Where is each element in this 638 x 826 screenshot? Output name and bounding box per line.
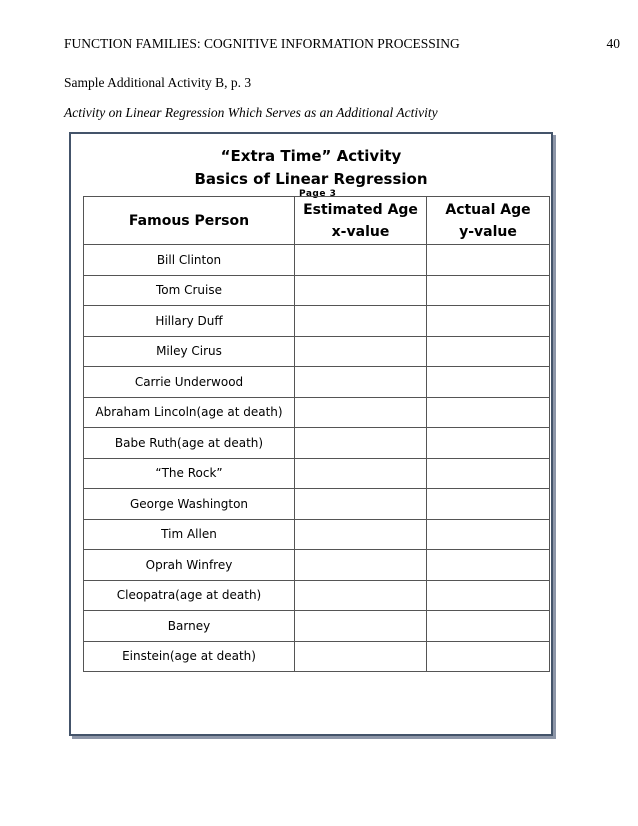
- person-name-cell: Carrie Underwood: [84, 367, 295, 398]
- column-header-actual-sub: y-value: [459, 223, 517, 240]
- column-header-person-label: Famous Person: [128, 212, 250, 229]
- column-header-estimated: [295, 197, 427, 245]
- table-row: [84, 428, 550, 459]
- table-row: [84, 336, 550, 367]
- column-header-estimated-sub: x-value: [331, 223, 390, 240]
- activity-page-label: Page 3: [299, 189, 337, 199]
- estimated-age-cell[interactable]: [295, 611, 427, 642]
- table-row: [84, 367, 550, 398]
- regression-table: [83, 196, 550, 672]
- actual-age-cell[interactable]: [427, 641, 550, 672]
- actual-age-cell[interactable]: [427, 245, 550, 276]
- estimated-age-cell[interactable]: [295, 428, 427, 459]
- estimated-age-cell[interactable]: [295, 580, 427, 611]
- person-name-cell: Einstein(age at death): [84, 641, 295, 672]
- actual-age-cell[interactable]: [427, 306, 550, 337]
- actual-age-cell[interactable]: [427, 550, 550, 581]
- table-row: [84, 458, 550, 489]
- estimated-age-cell[interactable]: [295, 489, 427, 520]
- table-row: [84, 245, 550, 276]
- actual-age-cell[interactable]: [427, 458, 550, 489]
- table-row: [84, 641, 550, 672]
- person-name-cell: Abraham Lincoln(age at death): [84, 397, 295, 428]
- actual-age-cell[interactable]: [427, 367, 550, 398]
- actual-age-cell[interactable]: [427, 397, 550, 428]
- italic-caption: Activity on Linear Regression Which Serves as an Additional Activity: [64, 105, 438, 120]
- activity-frame: [69, 132, 553, 736]
- actual-age-cell[interactable]: [427, 519, 550, 550]
- estimated-age-cell[interactable]: [295, 519, 427, 550]
- actual-age-cell[interactable]: [427, 275, 550, 306]
- person-name-cell: Cleopatra(age at death): [84, 580, 295, 611]
- person-name-cell: Babe Ruth(age at death): [84, 428, 295, 459]
- actual-age-cell[interactable]: [427, 336, 550, 367]
- actual-age-cell[interactable]: [427, 611, 550, 642]
- column-header-estimated-label: Estimated Age: [303, 201, 418, 218]
- column-header-actual-label: Actual Age: [445, 201, 531, 218]
- table-row: [84, 519, 550, 550]
- running-header: [64, 36, 620, 52]
- person-name-cell: Tim Allen: [84, 519, 295, 550]
- table-row: [84, 611, 550, 642]
- section-subheading: Sample Additional Activity B, p. 3: [64, 75, 252, 90]
- actual-age-cell[interactable]: [427, 580, 550, 611]
- table-row: [84, 306, 550, 337]
- table-row: [84, 275, 550, 306]
- estimated-age-cell[interactable]: [295, 367, 427, 398]
- estimated-age-cell[interactable]: [295, 550, 427, 581]
- table-header-row: [84, 197, 550, 245]
- actual-age-cell[interactable]: [427, 489, 550, 520]
- activity-subtitle: Basics of Linear Regression: [194, 170, 428, 188]
- person-name-cell: Miley Cirus: [84, 336, 295, 367]
- estimated-age-cell[interactable]: [295, 275, 427, 306]
- estimated-age-cell[interactable]: [295, 397, 427, 428]
- estimated-age-cell[interactable]: [295, 458, 427, 489]
- column-header-person: [84, 197, 295, 245]
- estimated-age-cell[interactable]: [295, 245, 427, 276]
- estimated-age-cell[interactable]: [295, 336, 427, 367]
- person-name-cell: Hillary Duff: [84, 306, 295, 337]
- column-header-actual: [427, 197, 550, 245]
- person-name-cell: Barney: [84, 611, 295, 642]
- table-row: [84, 580, 550, 611]
- person-name-cell: Oprah Winfrey: [84, 550, 295, 581]
- running-title: FUNCTION FAMILIES: COGNITIVE INFORMATION PROCESSING: [64, 36, 460, 51]
- person-name-cell: George Washington: [84, 489, 295, 520]
- table-row: [84, 550, 550, 581]
- table-row: [84, 489, 550, 520]
- person-name-cell: Bill Clinton: [84, 245, 295, 276]
- actual-age-cell[interactable]: [427, 428, 550, 459]
- page-number: 40: [606, 36, 620, 51]
- estimated-age-cell[interactable]: [295, 641, 427, 672]
- table-row: [84, 397, 550, 428]
- person-name-cell: “The Rock”: [84, 458, 295, 489]
- estimated-age-cell[interactable]: [295, 306, 427, 337]
- activity-title: “Extra Time” Activity: [220, 147, 402, 165]
- person-name-cell: Tom Cruise: [84, 275, 295, 306]
